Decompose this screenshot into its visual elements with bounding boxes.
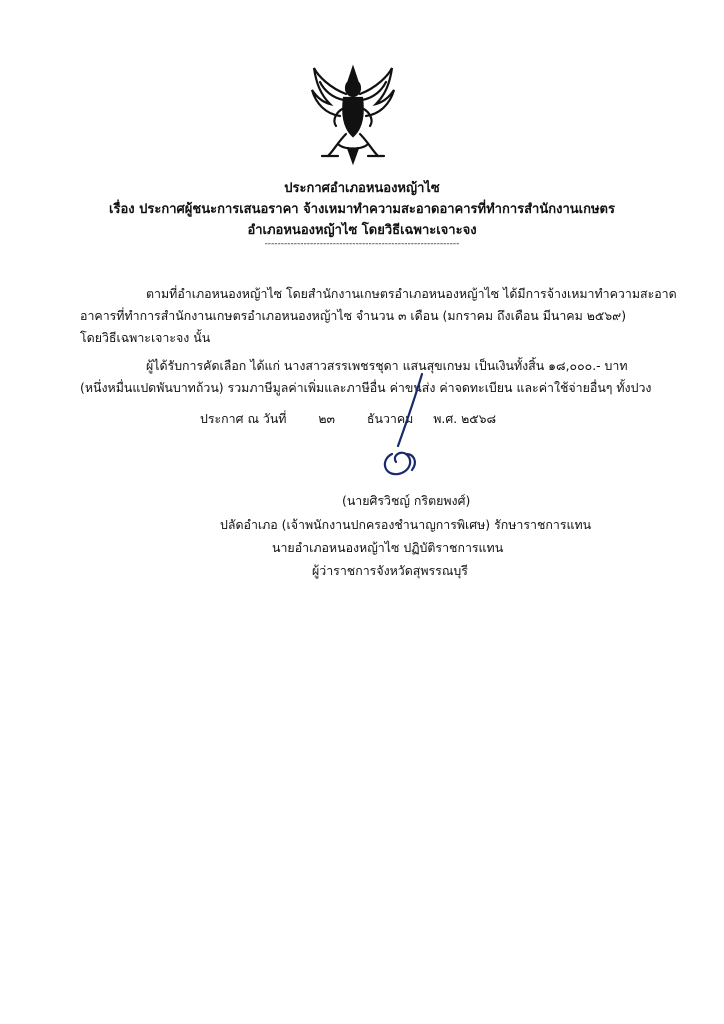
paragraph-1-line-2: อาคารที่ทำการสำนักงานเกษตรอำเภอหนองหญ้าไซ จำนวน ๓ เดือน (มกราคม ถึงเดือน มีนาคม ๒๕๖๙) bbox=[80, 308, 627, 323]
title-line-1: ประกาศอำเภอหนองหญ้าไซ bbox=[284, 181, 440, 196]
announcement-date bbox=[200, 410, 496, 429]
date-month: ธันวาคม bbox=[366, 411, 414, 426]
paragraph-2-line-2: (หนึ่งหมื่นแปดพันบาทถ้วน) รวมภาษีมูลค่าเพิ่มและภาษีอื่น ค่าขนส่ง ค่าจดทะเบียน และค่าใช้จ่ายอื่นๆ ทั้งปวง bbox=[80, 380, 652, 395]
date-day: ๒๓ bbox=[318, 411, 336, 426]
title-line-2: เรื่อง ประกาศผู้ชนะการเสนอราคา จ้างเหมาทำความสะอาดอาคารที่ทำการสำนักงานเกษตร bbox=[109, 202, 615, 217]
signer-position-3: ผู้ว่าราชการจังหวัดสุพรรณบุรี bbox=[312, 563, 468, 578]
date-year: พ.ศ. ๒๕๖๘ bbox=[433, 411, 497, 426]
signer-position-2: นายอำเภอหนองหญ้าไซ ปฏิบัติราชการแทน bbox=[272, 540, 504, 555]
paragraph-2-line-1: ผู้ได้รับการคัดเลือก ได้แก่ นางสาวสรรเพชรชุดา แสนสุขเกษม เป็นเงินทั้งสิ้น ๑๘,๐๐๐.- บาท bbox=[146, 358, 628, 373]
handwritten-signature-icon bbox=[370, 370, 440, 480]
title-line-3: อำเภอหนองหญ้าไซ โดยวิธีเฉพาะเจาะจง bbox=[247, 223, 477, 238]
signer-name: (นายศิรวิชญ์ กริตยพงศ์) bbox=[342, 493, 471, 508]
announcement-title bbox=[0, 178, 724, 241]
paragraph-1-line-1: ตามที่อำเภอหนองหญ้าไซ โดยสำนักงานเกษตรอำเภอหนองหญ้าไซ ได้มีการจ้างเหมาทำความสะอาด bbox=[146, 286, 677, 301]
date-prefix: ประกาศ ณ วันที่ bbox=[200, 411, 287, 426]
paragraph-1-line-3: โดยวิธีเฉพาะเจาะจง นั้น bbox=[80, 330, 211, 345]
signer-position-1: ปลัดอำเภอ (เจ้าพนักงานปกครองชำนาญการพิเศษ) รักษาราชการแทน bbox=[220, 517, 592, 532]
garuda-emblem-icon bbox=[308, 64, 398, 166]
title-divider: ------------------------------------------------------------ bbox=[264, 239, 460, 249]
